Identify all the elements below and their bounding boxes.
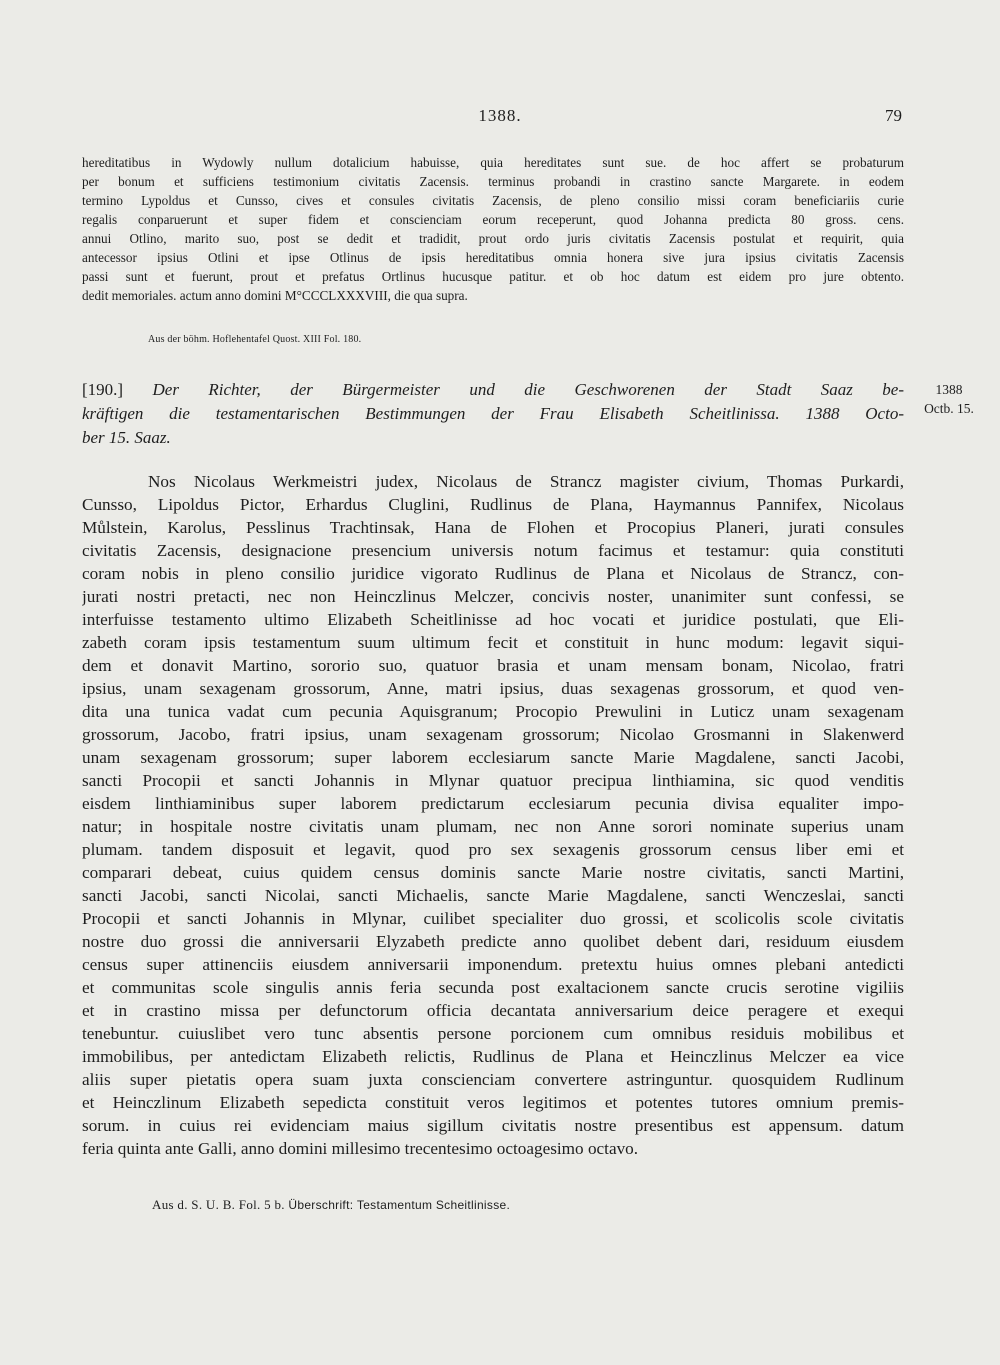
body-line: Procopii et sancti Johannis in Mlynar, cuilibet specialiter duo grossi, et scolicolis scole civitatis — [82, 909, 904, 928]
heading-label: Überschrift: — [288, 1198, 354, 1212]
body-line: dem et donavit Martino, sororio suo, quatuor brasia et unam mensam bonam, Nicolao, fratri — [82, 656, 904, 675]
body-line: nostre duo grossi die anniversarii Elyzabeth predicte anno quolibet debent dari, residuum eiusdem — [82, 932, 904, 951]
body-line: immobilibus, per antedictam Elizabeth relictis, Rudlinus de Plana et Heinczlinus Melczer ea vice — [82, 1047, 904, 1066]
body-line: unam sexagenam grossorum; super laborem ecclesiarum sancte Marie Magdalene, sancti Jacobi, — [82, 748, 904, 767]
heading-line: ber 15. Saaz. — [82, 428, 171, 447]
body-line: natur; in hospitale nostre civitatis unam plumam, nec non Anne sorori nominate superius unam — [82, 817, 904, 836]
body-line: civitatis Zacensis, designacione presencium universis notum facimus et testamur: quia constituti — [82, 541, 904, 560]
body-line: comparari debeat, cuius quidem census dominis sancte Marie nostre civitatis, sancti Martini, — [82, 863, 904, 882]
margin-year: 1388 — [935, 382, 963, 397]
body-line: plumam. tandem disposuit et legavit, quod pro sex sexagenis grossorum census liber emi et — [82, 840, 904, 859]
body-line: jurati nostri pretacti, nec non Heinczlinus Melczer, concivis noster, unanimiter sunt confessi, se — [82, 587, 904, 606]
original-title: Testamentum Scheitlinisse. — [356, 1198, 511, 1212]
previous-document-continuation — [82, 153, 904, 305]
body-line: sancti Jacobi, sancti Nicolai, sancti Michaelis, sancte Marie Magdalene, sancti Wenczeslai, sancti — [82, 886, 904, 905]
running-header-year: 1388. — [478, 106, 522, 125]
body-line: ipsius, unam sexagenam grossorum, Anne, matri ipsius, duas sexagenas grossorum, et quod ven- — [82, 679, 904, 698]
body-line: census super attinenciis eiusdem anniversarii imponendum. pretextu huius omnes plebani antedicti — [82, 955, 904, 974]
body-line: Nos Nicolaus Werkmeistri judex, Nicolaus de Strancz magister civium, Thomas Purkardi, — [148, 472, 904, 491]
heading-line — [82, 378, 904, 402]
continuation-line: annui Otlino, marito suo, post se dedit et tradidit, prout ordo juris civitatis Zacensis postulat et requirit, quia — [82, 231, 904, 246]
heading-text: Der Richter, der Bürgermeister und die Geschworenen der Stadt Saaz be- — [152, 380, 904, 399]
body-line: et Heinczlinum Elizabeth sepedicta constituit veros legitimos et potentes tutores omnium premis- — [82, 1093, 904, 1112]
body-line: interfuisse testamento ultimo Elizabeth Scheitlinisse ad hoc vocati et juridice postulati, que Eli- — [82, 610, 904, 629]
body-line: tenebuntur. cuiuslibet vero tunc absentis persone porcionem cum omnibus residuis mobilibus et — [82, 1024, 904, 1043]
body-line: Cunsso, Lipoldus Pictor, Erhardus Cluglini, Rudlinus de Plana, Haymannus Pannifex, Nicolaus — [82, 495, 904, 514]
continuation-line: regalis conparuerunt et super fidem et conscienciam eorum receperunt, quod Johanna predicta 80 gross. cens. — [82, 212, 904, 227]
continuation-line: hereditatibus in Wydowly nullum dotalicium habuisse, quia hereditates sunt sue. de hoc affert se probaturum — [82, 155, 904, 170]
body-line: et communitas scole singulis annis feria secunda post exaltacionem sancte crucis serotine vigiliis — [82, 978, 904, 997]
body-line: aliis super pietatis opera suam juxta conscienciam convertere astringuntur. quosquidem Rudlinum — [82, 1070, 904, 1089]
source-note: Aus der böhm. Hoflehentafel Quost. XIII Fol. 180. — [148, 334, 362, 345]
continuation-line: per bonum et sufficiens testimonium civitatis Zacensis. terminus probandi in crastino sancte Margarete. in eodem — [82, 174, 904, 189]
body-line: et in crastino missa per defunctorum officia decantata anniversarium deice peragere et exequi — [82, 1001, 904, 1020]
document-number: [190.] — [82, 380, 124, 399]
heading-line: kräftigen die testamentarischen Bestimmungen der Frau Elisabeth Scheitlinissa. 1388 Octo- — [82, 404, 904, 423]
body-line: feria quinta ante Galli, anno domini millesimo trecentesimo octoagesimo octavo. — [82, 1139, 639, 1158]
margin-date-note — [916, 380, 982, 418]
source-reference: Aus d. S. U. B. Fol. 5 b. — [152, 1197, 285, 1212]
continuation-line: passi sunt et fuerunt, prout et prefatus Ortlinus hucusque patitur. et ob hoc datum est eidem pro jure obtento. — [82, 269, 904, 284]
page-number: 79 — [885, 106, 902, 125]
body-line: eisdem linthiaminibus super laborem predictarum ecclesiarum pecunia divisa equaliter impo- — [82, 794, 904, 813]
continuation-line: dedit memoriales. actum anno domini M°CCCLXXXVIII, die qua supra. — [82, 288, 468, 303]
charter-text — [82, 470, 904, 1160]
source-note-footer — [152, 1197, 510, 1213]
continuation-line: antecessor ipsius Otlini et ipse Otlinus de ipsis hereditatibus omnia honera sive jura ipsius civitatis Zacensis — [82, 250, 904, 265]
body-line: dita una tunica vadat cum pecunia Aquisgranum; Procopio Prewulini in Luticz unam sexagenam — [82, 702, 904, 721]
body-line: grossorum, Jacobo, fratri ipsius, unam sexagenam grossorum; Nicolao Grosmanni in Slakenwerd — [82, 725, 904, 744]
body-line: sorum. in cuius rei evidenciam maius sigillum civitatis nostre presentibus est appensum. datum — [82, 1116, 904, 1135]
continuation-line: termino Lypoldus et Cunsso, cives et consules civitatis Zacensis, de pleno consilio missi coram beneficiariis curie — [82, 193, 904, 208]
body-line: zabeth coram ipsis testamentum suum ultimum fecit et constituit in hunc modum: legavit siqui- — [82, 633, 904, 652]
body-line: Můlstein, Karolus, Pesslinus Trachtinsak, Hana de Flohen et Procopius Planeri, jurati consules — [82, 518, 904, 537]
margin-day: Octb. 15. — [924, 401, 974, 416]
document-heading — [82, 378, 904, 450]
body-line: coram nobis in pleno consilio juridice vigorato Rudlinus de Plana et Nicolaus de Strancz, con- — [82, 564, 904, 583]
body-line: sancti Procopii et sancti Johannis in Mlynar quatuor precipua linthiamina, sic quod venditis — [82, 771, 904, 790]
